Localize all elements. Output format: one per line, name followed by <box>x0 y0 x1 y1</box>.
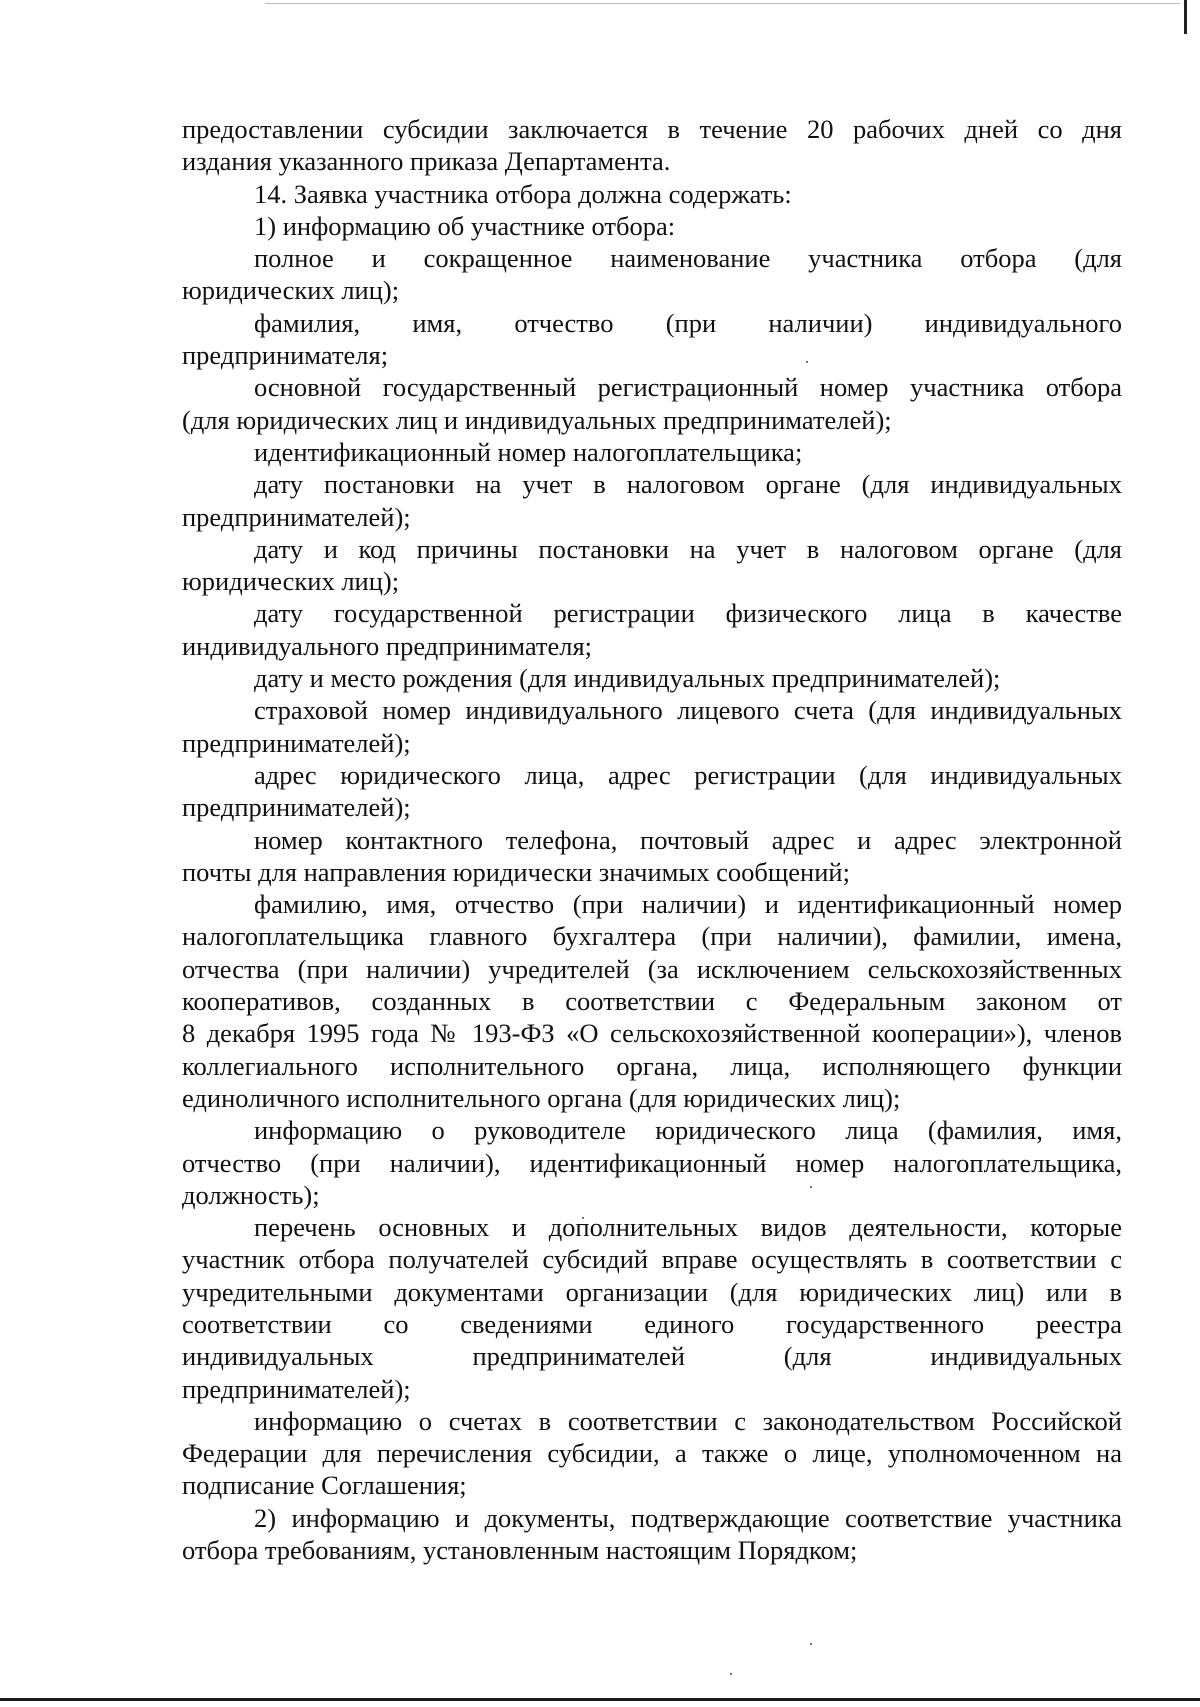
text-line: предпринимателей); <box>182 727 411 758</box>
text-line: единоличного исполнительного органа (для юридических лиц); <box>182 1082 901 1113</box>
text-line: индивидуального предпринимателя; <box>182 630 593 661</box>
text-line: отчество (при наличии), идентификационный номер налогоплательщика, <box>182 1147 1122 1178</box>
text-line: предпринимателей); <box>182 792 411 823</box>
text-line: информацию о счетах в соответствии с законодательством Российской <box>254 1405 1122 1436</box>
text-line: полное и сокращенное наименование участника отбора (для <box>254 243 1122 274</box>
text-line: (для юридических лиц и индивидуальных предпринимателей); <box>182 404 892 435</box>
text-line: предпринимателей); <box>182 501 411 532</box>
text-line: 14. Заявка участника отбора должна содержать: <box>254 178 792 209</box>
text-line: страховой номер индивидуального лицевого счета (для индивидуальных <box>254 695 1122 726</box>
text-line: дату государственной регистрации физического лица в качестве <box>254 598 1122 629</box>
text-line: дату и код причины постановки на учет в налоговом органе (для <box>254 533 1122 564</box>
text-line: индивидуальных предпринимателей (для индивидуальных <box>182 1341 1122 1372</box>
text-line: юридических лиц); <box>182 275 400 306</box>
text-line: идентификационный номер налогоплательщика; <box>254 436 803 467</box>
text-line: учредительными документами организации (для юридических лиц) или в <box>182 1276 1122 1307</box>
text-line: основной государственный регистрационный номер участника отбора <box>254 372 1122 403</box>
text-line: перечень основных и дополнительных видов деятельности, которые <box>254 1212 1122 1243</box>
text-line: Федерации для перечисления субсидии, а также о лице, уполномоченном на <box>182 1438 1122 1469</box>
text-line: юридических лиц); <box>182 566 400 597</box>
text-line: издания указанного приказа Департамента. <box>182 146 671 177</box>
text-line: соответствии со сведениями единого государственного реестра <box>182 1308 1122 1339</box>
text-line: отбора требованиям, установленным настоящим Порядком; <box>182 1535 858 1566</box>
text-line: должность); <box>182 1179 320 1210</box>
text-line: предоставлении субсидии заключается в течение 20 рабочих дней со дня <box>182 114 1122 144</box>
text-line: кооперативов, созданных в соответствии с Федеральным законом от <box>182 986 1122 1017</box>
text-line: подписание Соглашения; <box>182 1470 467 1501</box>
scan-speck <box>810 1643 812 1645</box>
text-line: адрес юридического лица, адрес регистрации (для индивидуальных <box>254 759 1122 790</box>
text-line: налогоплательщика главного бухгалтера (при наличии), фамилии, имена, <box>182 921 1122 952</box>
scan-right-edge <box>1184 0 1187 34</box>
text-line: номер контактного телефона, почтовый адрес и адрес электронной <box>254 824 1122 855</box>
scan-top-edge <box>265 3 1180 4</box>
text-line: почты для направления юридически значимых сообщений; <box>182 856 850 887</box>
text-line: дату постановки на учет в налоговом органе (для индивидуальных <box>254 469 1122 500</box>
text-line: 8 декабря 1995 года № 193-ФЗ «О сельскохозяйственной кооперации»), членов <box>182 1018 1122 1049</box>
text-line: 2) информацию и документы, подтверждающие соответствие участника <box>254 1502 1122 1533</box>
text-line: дату и место рождения (для индивидуальных предпринимателей); <box>254 663 1001 694</box>
text-line: участник отбора получателей субсидий вправе осуществлять в соответствии с <box>182 1244 1122 1275</box>
text-line: предпринимателей); <box>182 1373 411 1404</box>
text-line: фамилию, имя, отчество (при наличии) и идентификационный номер <box>254 889 1122 920</box>
document-body <box>182 113 1122 1566</box>
text-line: отчества (при наличии) учредителей (за исключением сельскохозяйственных <box>182 953 1122 984</box>
text-line: предпринимателя; <box>182 340 389 371</box>
scan-speck <box>730 1673 732 1675</box>
text-line: коллегиального исполнительного органа, лица, исполняющего функции <box>182 1050 1122 1081</box>
scan-bottom-edge <box>0 1698 1200 1701</box>
text-line: 1) информацию об участнике отбора: <box>254 210 676 241</box>
text-line: фамилия, имя, отчество (при наличии) индивидуального <box>254 307 1122 338</box>
text-line: информацию о руководителе юридического лица (фамилия, имя, <box>254 1115 1122 1146</box>
